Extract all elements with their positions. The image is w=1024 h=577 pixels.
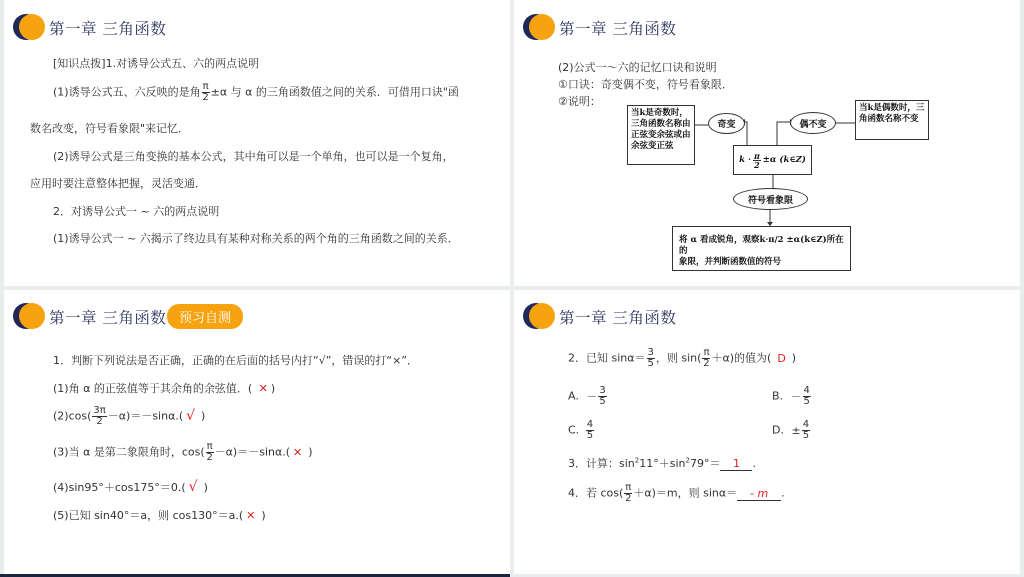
sign-explanation-line-1: 将 α 看成锐角，观察k·π/2 ±α(k∈Z)所在的 [679, 235, 844, 256]
question-4: 4．若 cos( $\frac{\pi}{2}$ ＋α)＝m，则 sinα＝ - m . [568, 482, 785, 504]
q4-answer-blank: - m [737, 487, 781, 501]
slide-3[interactable] [4, 290, 510, 574]
paragraph-1-line-2: 数名改变，符号看象限"来记忆． [30, 122, 190, 135]
option-b: B. － $\frac{4}{5}$ [772, 385, 810, 407]
judge-item-1: (1)角 α 的正弦值等于其余角的余弦值．( ✕ ) [53, 382, 276, 395]
preview-test-badge: 预习自测 [167, 304, 243, 329]
sign-explanation-box [672, 226, 851, 271]
q3-answer-blank: 1 [720, 457, 752, 471]
explanation-label: ②说明： [558, 95, 601, 108]
question-2: 2．已知 sinα＝ $\frac{3}{5}$ ，则 sin( $\frac{\pi}{2}$ ＋α)的值为( D ) [568, 347, 797, 369]
answer-check-icon: √ [186, 407, 196, 424]
chapter-title: 第一章 三角函数 [559, 309, 677, 327]
question-3: 3．计算：$\sin^211^\circ+\sin^279^\circ= 1$ . [568, 456, 756, 470]
paragraph-2-line-1: (2)诱导公式是三角变换的基本公式，其中角可以是一个单角，也可以是一个复角， [53, 150, 454, 163]
formula-k: k · [739, 154, 751, 165]
sign-explanation-line-2: 象限，并判断函数值的符号 [679, 257, 782, 267]
answer-cross-icon: ✕ [246, 509, 256, 522]
formula-tail: ±α (k∈Z) [762, 154, 806, 165]
logo-icon [523, 303, 553, 329]
subheading-2: 2．对诱导公式一 ~ 六的两点说明 [53, 205, 220, 218]
slide-2[interactable] [514, 0, 1020, 286]
answer-check-icon: √ [188, 479, 198, 495]
even-k-box: 当k是偶数时，三角函数名称不变 [855, 100, 929, 140]
odd-change-ellipse: 奇变 [708, 113, 745, 134]
logo-icon [13, 303, 43, 329]
sign-quadrant-ellipse: 符号看象限 [733, 188, 808, 210]
mnemonic-heading: (2)公式一～六的记忆口诀和说明 [558, 61, 717, 74]
judge-item-3: (3)当 α 是第二象限角时，cos( $\frac{\pi}{2}$ －α)＝－sinα.( ✕ ) [53, 441, 313, 463]
judge-item-2: (2)cos( $\frac{3\pi}{2}$ －α)＝－sinα.( √ ) [53, 405, 206, 427]
chapter-title: 第一章 三角函数 [49, 309, 167, 327]
slide-4[interactable] [514, 290, 1020, 574]
paragraph-2-line-2: 应用时要注意整体把握，灵活变通． [30, 177, 206, 190]
paragraph-1-line-1 [53, 82, 459, 103]
judge-item-5: (5)已知 sin40°＝a，则 cos130°＝a.( ✕ ) [53, 509, 266, 522]
formula-fraction: $\frac{\pi}{2}$ [753, 150, 760, 170]
knowledge-heading: [知识点拨]1.对诱导公式五、六的两点说明 [53, 57, 260, 70]
odd-k-box: 当k是奇数时，三角函数名称由正弦变余弦或由余弦变正弦 [627, 105, 695, 165]
judge-item-4: (4)sin95°＋cos175°＝0.( √ ) [53, 479, 208, 495]
answer-cross-icon: ✕ [258, 382, 268, 395]
chapter-title: 第一章 三角函数 [49, 20, 167, 38]
slide-1[interactable] [4, 0, 510, 286]
option-d: D. ± $\frac{4}{5}$ [772, 419, 810, 441]
paragraph-3: (1)诱导公式一 ~ 六揭示了终边具有某种对称关系的两个角的三角函数之间的关系． [53, 232, 459, 245]
formula-box [733, 145, 812, 175]
p1-after: ±α 与 α 的三角函数值之间的关系．可借用口诀"函 [210, 85, 459, 99]
q2-answer: D [777, 351, 786, 365]
logo-icon [13, 14, 43, 40]
answer-cross-icon: ✕ [293, 445, 303, 459]
even-unchanged-ellipse: 偶不变 [790, 112, 836, 134]
mnemonic-rule: ①口诀：奇变偶不变，符号看象限． [558, 78, 733, 91]
option-c: C. $\frac{4}{5}$ [568, 419, 594, 441]
option-a: A. － $\frac{3}{5}$ [568, 385, 606, 407]
p1-prefix: (1)诱导公式五、六反映的是角 [53, 85, 201, 99]
fraction: $\frac{\pi}{2}$ [202, 81, 209, 103]
chapter-title: 第一章 三角函数 [559, 20, 677, 38]
question-1: 1．判断下列说法是否正确，正确的在后面的括号内打“√”，错误的打“×”． [53, 354, 419, 367]
